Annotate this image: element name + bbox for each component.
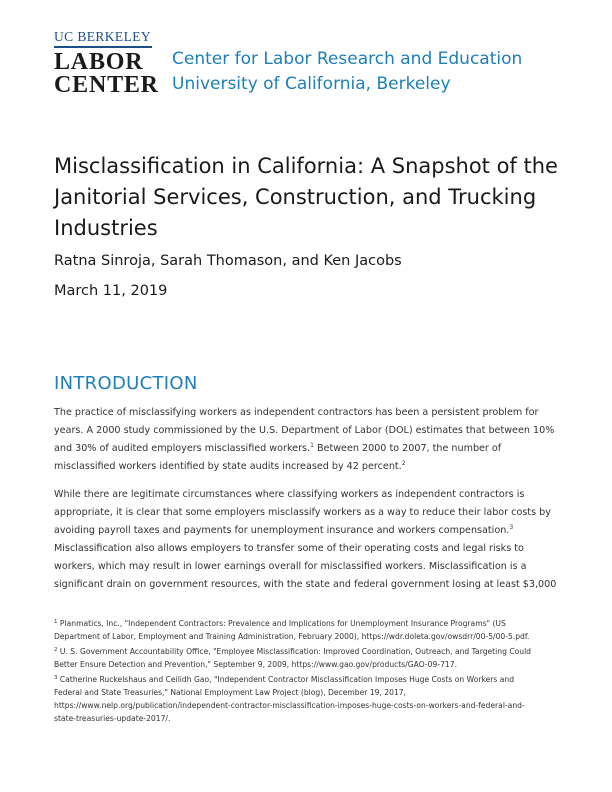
paragraph-line: significant drain on government resources, with the state and federal government losing at least $3,000	[54, 579, 557, 590]
paragraph-text: Between 2000 to 2007, the number of	[313, 443, 502, 454]
logo-divider	[54, 46, 152, 48]
paragraph-1	[54, 404, 559, 476]
paragraph-text: misclassified workers identified by state audits increased by 42 percent.	[54, 461, 402, 472]
footnote-number: 1	[54, 619, 58, 625]
document-title: Misclassification in California: A Snapshot of the Janitorial Services, Construction, and Trucking Industries	[54, 154, 558, 240]
paragraph-text: and 30% of audited employers misclassified workers.	[54, 443, 311, 454]
logo-line-2: CENTER	[54, 72, 159, 98]
footnote-text: Catherine Ruckelshaus and Ceilidh Gao, "Independent Contractor Misclassification Imposes Huge Costs on Workers and	[59, 675, 515, 684]
org-line-2: University of California, Berkeley	[172, 74, 451, 94]
footnote-line	[54, 673, 564, 686]
footnote-link-line[interactable]: https://www.nelp.org/publication/independent-contractor-misclassification-imposes-huge-costs-on-workers-and-federal-and-	[54, 701, 525, 710]
footnote-3	[54, 673, 564, 725]
paragraph-2	[54, 486, 559, 594]
document-date: March 11, 2019	[54, 283, 168, 299]
paragraph-line	[54, 522, 559, 540]
footnote-line	[54, 645, 564, 658]
footnote-number: 3	[54, 675, 58, 681]
paragraph-line: workers, which may result in lower earnings overall for misclassified workers. Misclassification is a	[54, 561, 527, 572]
labor-center-logo	[54, 30, 158, 97]
paragraph-line: While there are legitimate circumstances where classifying workers as independent contractors is	[54, 489, 525, 500]
logo-top-text: UC BERKELEY	[54, 29, 152, 44]
footnote-line	[54, 617, 564, 630]
org-line-1: Center for Labor Research and Education	[172, 49, 523, 69]
paragraph-line: years. A 2000 study commissioned by the U.S. Department of Labor (DOL) estimates that between 10%	[54, 425, 555, 436]
footnotes	[54, 617, 564, 725]
paragraph-line	[54, 458, 559, 476]
paragraph-line: The practice of misclassifying workers as independent contractors has been a persistent problem for	[54, 407, 539, 418]
section-heading: INTRODUCTION	[54, 373, 198, 394]
footnote-ref-2[interactable]: 2	[401, 460, 406, 467]
paragraph-line: Misclassification also allows employers to transfer some of their operating costs and legal risks to	[54, 543, 524, 554]
document-authors: Ratna Sinroja, Sarah Thomason, and Ken Jacobs	[54, 253, 402, 269]
paragraph-text: avoiding payroll taxes and payments for unemployment insurance and workers compensation.	[54, 525, 510, 536]
footnote-text: Planmatics, Inc., "Independent Contractors: Prevalence and Implications for Unemployment Insurance Programs" (US	[59, 619, 506, 628]
paragraph-line: appropriate, it is clear that some employers misclassify workers as a way to reduce their labor costs by	[54, 507, 551, 518]
footnote-ref-1[interactable]: 1	[310, 442, 314, 449]
footnote-1	[54, 617, 564, 643]
footnote-line: Better Ensure Detection and Prevention," September 9, 2009, https://www.gao.gov/products/GAO-09-717.	[54, 660, 457, 669]
footnote-link-line[interactable]: state-treasuries-update-2017/.	[54, 714, 171, 723]
organization-name	[172, 47, 522, 97]
footnote-text: U. S. Government Accountability Office, "Employee Misclassification: Improved Coordination, Outreach, and Targeting Could	[59, 647, 532, 656]
footnote-ref-3[interactable]: 3	[509, 524, 514, 531]
footnote-2	[54, 645, 564, 671]
footnote-number: 2	[54, 647, 58, 653]
paragraph-line	[54, 440, 559, 458]
footnote-line: Federal and State Treasuries," National Employment Law Project (blog), December 19, 2017,	[54, 688, 407, 697]
logo-line-1: LABOR	[54, 49, 144, 75]
footnote-line: Department of Labor, Employment and Training Administration, February 2000), https://wdr.doleta.gov/owsdrr/00-5/00-5.pdf.	[54, 632, 530, 641]
